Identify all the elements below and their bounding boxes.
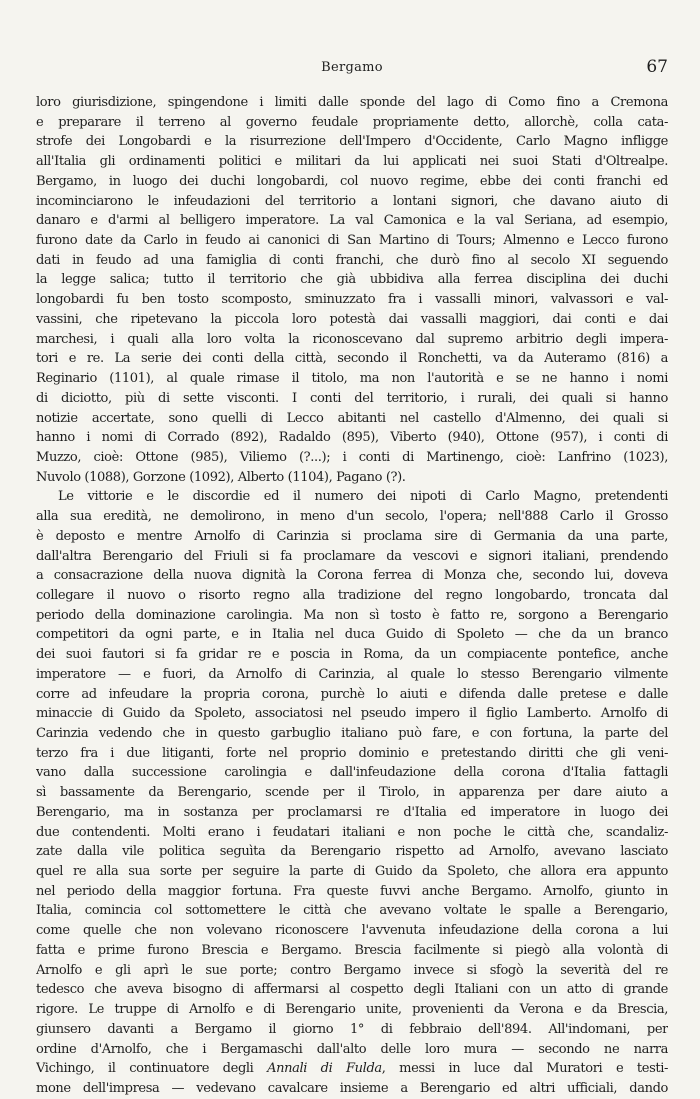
text-line: zate dalla vile politica seguìta da Berengario rispetto ad Arnolfo, avevano lasciato xyxy=(36,844,668,860)
text-line: danaro e d'armi al belligero imperatore. La val Camonica e la val Seriana, ad esempio, xyxy=(36,213,668,229)
text-line: notizie accertate, sono quelli di Lecco abitanti nel castello d'Almenno, dei quali si xyxy=(36,410,668,426)
running-title: Bergamo xyxy=(321,60,383,75)
text-line: periodo della dominazione carolingia. Ma non sì tosto è fatto re, sorgono a Berengario xyxy=(36,607,668,623)
text-line: giunsero davanti a Bergamo il giorno 1° di febbraio dell'894. All'indomani, per xyxy=(36,1021,668,1037)
body-text xyxy=(36,93,668,1099)
text-line: marchesi, i quali alla loro volta la riconoscevano dal supremo arbitrio degli impera- xyxy=(36,331,668,347)
text-line: Italia, comincia col sottomettere le città che avevano voltate le spalle a Berengario, xyxy=(36,903,668,919)
text-line: dati in feudo ad una famiglia di conti franchi, che durò fino al secolo XI seguendo xyxy=(36,252,668,268)
text-line: ordine d'Arnolfo, che i Bergamaschi dall'alto delle loro mura — secondo ne narra xyxy=(36,1041,668,1057)
italic-title: Annali di Fulda xyxy=(267,1061,382,1077)
text-line: imperatore — e fuori, da Arnolfo di Carinzia, al quale lo stesso Berengario vilmente xyxy=(36,666,668,682)
text-line: minaccie di Guido da Spoleto, associatosi nel pseudo impero il figlio Lamberto. Arnolfo di xyxy=(36,706,668,722)
text-line: longobardi fu ben tosto scomposto, sminuzzato fra i vassalli minori, valvassori e val- xyxy=(36,292,668,308)
text-line: loro giurisdizione, spingendone i limiti dalle sponde del lago di Como fino a Cremona xyxy=(36,95,668,110)
text-line: come quelle che non volevano riconoscere l'avvenuta infeudazione della corona a lui xyxy=(36,923,668,939)
text-line: Muzzo, cioè: Ottone (985), Viliemo (?...); i conti di Martinengo, cioè: Lanfrino (1023), xyxy=(36,449,668,465)
text-line: rigore. Le truppe di Arnolfo e di Berengario unite, provenienti da Verona e da Brescia, xyxy=(36,1002,668,1018)
text-line: di diciotto, più di sette visconti. I conti del territorio, i rurali, dei quali si hanno xyxy=(36,390,668,406)
text-line: Le vittorie e le discordie ed il numero dei nipoti di Carlo Magno, pretendenti xyxy=(58,489,668,505)
text-segment: Vichingo, il continuatore degli xyxy=(36,1061,268,1077)
text-line: tedesco che aveva bisogno di affermarsi al cospetto degli Italiani con un atto di grande xyxy=(36,982,668,998)
text-line: è deposto e mentre Arnolfo di Carinzia si proclama sire di Germania da una parte, xyxy=(36,528,668,544)
text-line: strofe dei Longobardi e la risurrezione dell'Impero d'Occidente, Carlo Magno infligge xyxy=(36,134,668,150)
text-line: Berengario, ma in sostanza per proclamarsi re d'Italia ed imperatore in luogo dei xyxy=(36,804,668,820)
page-number: 67 xyxy=(646,57,668,77)
page-header xyxy=(36,57,668,80)
text-line: terzo fra i due litiganti, forte nel proprio dominio e pretestando diritti che gli veni- xyxy=(36,745,668,761)
text-line: mone dell'impresa — vedevano cavalcare insieme a Berengario ed altri ufficiali, dando xyxy=(36,1080,668,1096)
text-line: sì bassamente da Berengario, scende per il Tirolo, in apparenza per dare aiuto a xyxy=(36,785,668,801)
text-line: fatta e prime furono Brescia e Bergamo. Brescia facilmente si piegò alla volontà di xyxy=(36,942,668,958)
text-line: due contendenti. Molti erano i feudatari italiani e non poche le città che, scandaliz- xyxy=(36,824,668,840)
text-line xyxy=(36,1059,668,1079)
text-line: Bergamo, in luogo dei duchi longobardi, col nuovo regime, ebbe dei conti franchi ed xyxy=(36,173,668,189)
text-line: collegare il nuovo o risorto regno alla tradizione del regno longobardo, troncata dal xyxy=(36,587,668,603)
text-line: Carinzia vedendo che in questo garbuglio italiano può fare, e con fortuna, la parte del xyxy=(36,726,668,741)
text-line: dei suoi fautori si fa gridar re e poscia in Roma, da un compiacente pontefice, anche xyxy=(36,647,668,663)
text-line: corre ad infeudare la propria corona, purchè lo aiuti e difenda dalle pretese e dalle xyxy=(36,686,668,702)
text-line: incominciarono le infeudazioni del territorio a lontani signori, che davano aiuto di xyxy=(36,193,668,209)
text-line: competitori da ogni parte, e in Italia nel duca Guido di Spoleto — che da un branco xyxy=(36,627,668,643)
text-line: Arnolfo e gli aprì le sue porte; contro Bergamo invece si sfogò la severità del re xyxy=(36,962,668,978)
text-line: Reginario (1101), al quale rimase il titolo, ma non l'autorità e se ne hanno i nomi xyxy=(36,371,668,387)
text-line: furono date da Carlo in feudo ai canonici di San Martino di Tours; Almenno e Lecco furono xyxy=(36,233,668,249)
text-line: vassini, che ripetevano la piccola loro potestà dai vassalli maggiori, dai conti e dai xyxy=(36,311,668,327)
text-line: vano dalla successione carolingia e dall'infeudazione della corona d'Italia fattagli xyxy=(36,765,668,781)
text-line: la legge salica; tutto il territorio che già ubbidiva alla ferrea disciplina dei duchi xyxy=(36,272,668,288)
text-line: all'Italia gli ordinamenti politici e militari da lui applicati nei suoi Stati d'Oltrealpe. xyxy=(36,154,668,170)
text-line: tori e re. La serie dei conti della città, secondo il Ronchetti, va da Auteramo (816) a xyxy=(36,351,668,367)
text-line: hanno i nomi di Corrado (892), Radaldo (895), Viberto (940), Ottone (957), i conti di xyxy=(36,430,668,446)
text-line: Nuvolo (1088), Gorzone (1092), Alberto (1104), Pagano (?). xyxy=(36,469,406,485)
text-line: alla sua eredità, ne demolirono, in meno d'un secolo, l'opera; nell'888 Carlo il Grosso xyxy=(36,509,668,525)
text-line: quel re alla sua sorte per seguire la parte di Guido da Spoleto, che allora era appunto xyxy=(36,864,668,880)
text-line: dall'altra Berengario del Friuli si fa proclamare da vescovi e signori italiani, prendendo xyxy=(36,548,668,564)
text-line: a consacrazione della nuova dignità la Corona ferrea di Monza che, secondo lui, doveva xyxy=(36,568,668,584)
text-line: nel periodo della maggior fortuna. Fra queste fuvvi anche Bergamo. Arnolfo, giunto in xyxy=(36,883,668,899)
text-segment: , messi in luce dal Muratori e testi- xyxy=(381,1061,668,1077)
text-line: e preparare il terreno al governo feudale propriamente detto, allorchè, colla cata- xyxy=(36,114,668,130)
